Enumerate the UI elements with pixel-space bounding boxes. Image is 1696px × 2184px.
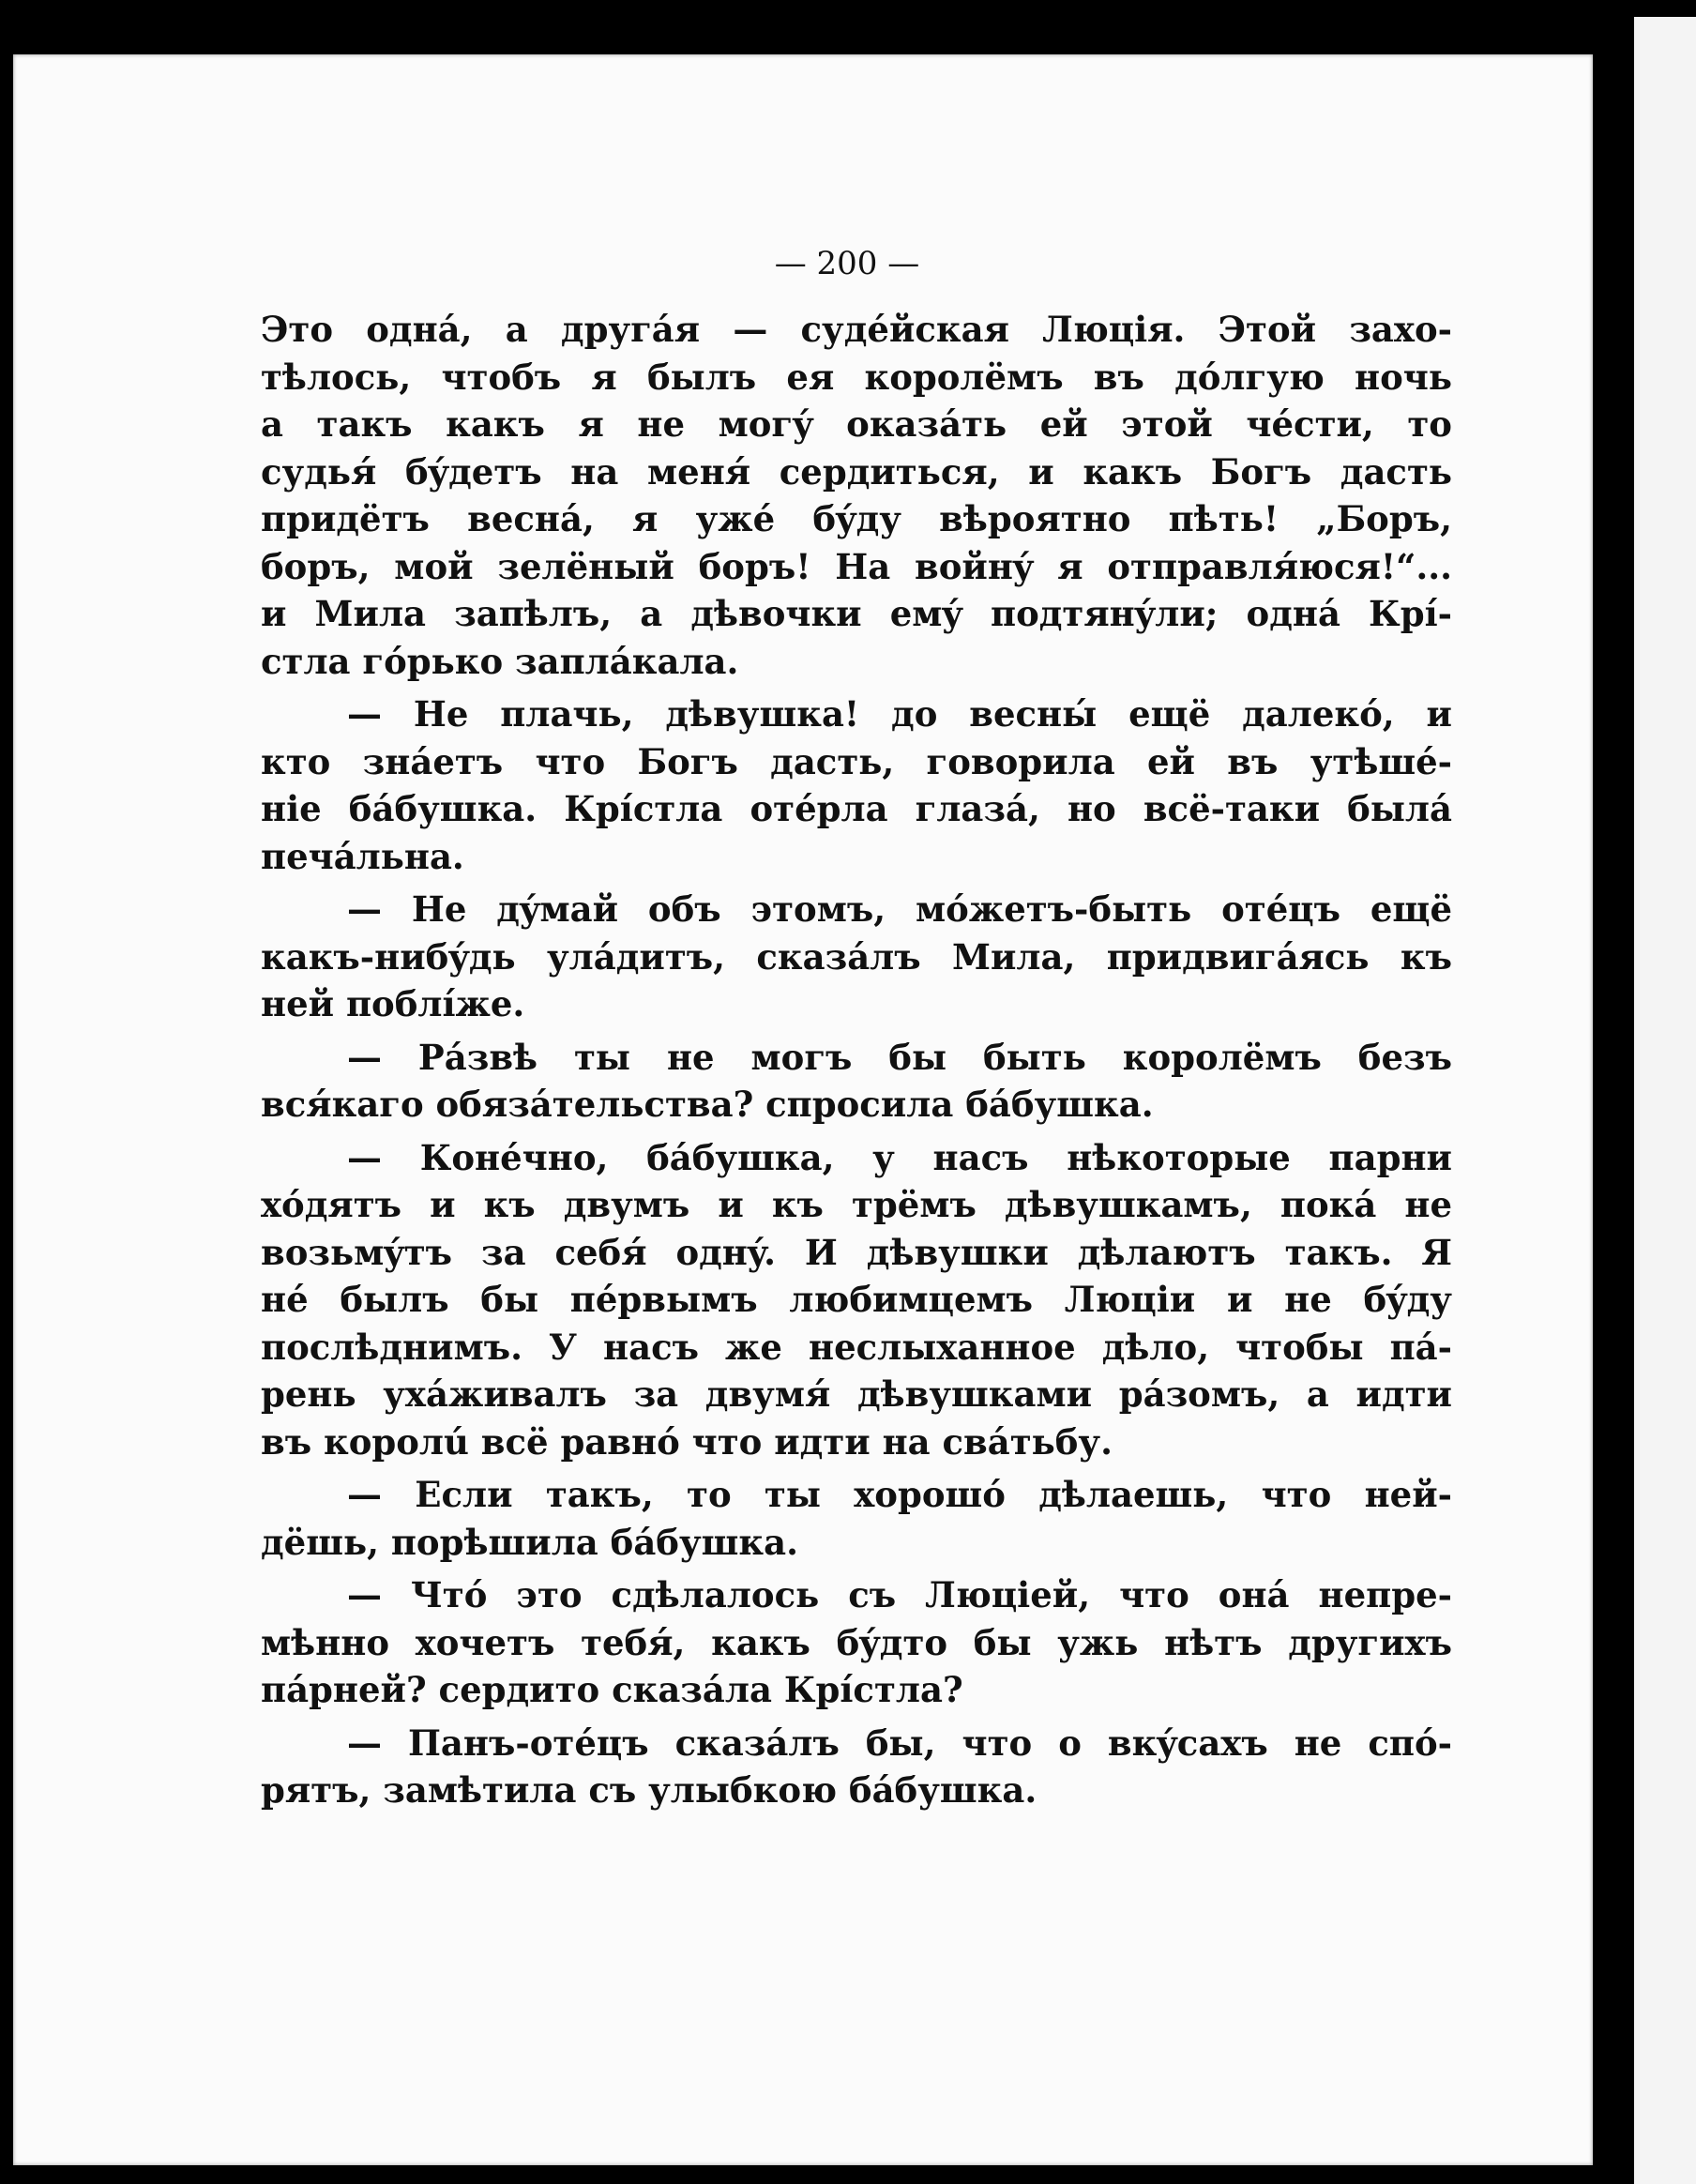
text-line: вся́каго обязáтельства? спросила бáбушка.: [261, 1084, 1154, 1125]
paragraph-6: [261, 1471, 1452, 1566]
paragraph-8: [261, 1720, 1452, 1814]
text-line: ніе бáбушка. Крíстла отéрла глазá, но всё-таки былá: [261, 788, 1452, 829]
text-line: — Конéчно, бáбушка, у насъ нѣкоторые парни: [347, 1136, 1452, 1178]
paragraph-7: [261, 1571, 1452, 1714]
text-line: Это однá, а другáя — судéйская Люція. Этой захо-: [261, 309, 1452, 350]
text-line: — Не плачь, дѣвушка! до весны́ ещё далекó, и: [347, 693, 1452, 735]
text-line: а такъ какъ я не могý оказáть ей этой чéсти, то: [261, 403, 1452, 445]
paragraph-3: [261, 886, 1452, 1028]
paragraph-2: [261, 690, 1452, 880]
page-text: [261, 235, 1452, 1820]
next-page-edge: [1634, 17, 1696, 2184]
text-line: судья́ бýдетъ на меня́ сердиться, и какъ Богъ дасть: [261, 450, 1452, 493]
text-line: тѣлось, чтобъ я былъ ея королёмъ въ дóлгую ночь: [261, 356, 1452, 398]
text-line: — Не дýмай объ этомъ, мóжетъ-быть отéцъ ещё: [347, 888, 1452, 930]
text-line: какъ-нибýдь улáдитъ, сказáлъ Мила, придвигáясь къ: [261, 935, 1452, 978]
text-line: и Мила запѣлъ, а дѣвочки емý подтянýли; однá Крí-: [261, 593, 1452, 634]
text-line: — Панъ-отéцъ сказáлъ бы, что о вкýсахъ не спó-: [347, 1721, 1452, 1764]
text-line: — Если такъ, то ты хорошó дѣлаешь, что ней-: [347, 1474, 1452, 1515]
text-line: хóдятъ и къ двумъ и къ трёмъ дѣвушкамъ, покá не: [261, 1184, 1452, 1225]
text-line: ней поблíже.: [261, 983, 525, 1024]
text-line: стла гóрько заплáкала.: [261, 640, 739, 682]
text-line: боръ, мой зелёный боръ! На войнý я отправля́юся!“...: [261, 545, 1452, 587]
text-line: нé былъ бы пéрвымъ любимцемъ Люціи и не бýду: [261, 1279, 1452, 1320]
text-line: мѣнно хочетъ тебя́, какъ бýдто бы ужь нѣтъ другихъ: [261, 1621, 1452, 1663]
text-line: — Чтó это сдѣлалось съ Люціей, что онá непре-: [347, 1574, 1452, 1615]
paragraph-5: [261, 1134, 1452, 1466]
text-line: печáльна.: [261, 835, 464, 877]
text-line: кто знáетъ что Богъ дасть, говорила ей въ утѣшé-: [261, 740, 1452, 782]
text-line: рятъ, замѣтила съ улыбкою бáбушка.: [261, 1769, 1037, 1811]
text-line: послѣднимъ. У насъ же неслыханное дѣло, чтобы пá-: [261, 1326, 1452, 1368]
text-line: придётъ веснá, я ужé бýду вѣроятно пѣть! „Боръ,: [261, 498, 1452, 539]
paragraph-4: [261, 1034, 1452, 1129]
text-line: рень ухáживалъ за двумя́ дѣвушками рáзомъ, а идти: [261, 1373, 1452, 1415]
text-line: въ королú всё равнó что идти на свáтьбу.: [261, 1420, 1113, 1463]
paragraph-1: [261, 306, 1452, 685]
text-line: — Рáзвѣ ты не могъ бы быть королёмъ безъ: [347, 1036, 1452, 1078]
page-number: — 200 —: [774, 245, 920, 282]
text-line: дёшь, порѣшила бáбушка.: [261, 1521, 798, 1563]
text-line: возьмýтъ за себя́ однý. И дѣвушки дѣлаютъ такъ. Я: [261, 1231, 1452, 1273]
text-line: пáрней? сердито сказáла Крíстла?: [261, 1669, 963, 1710]
